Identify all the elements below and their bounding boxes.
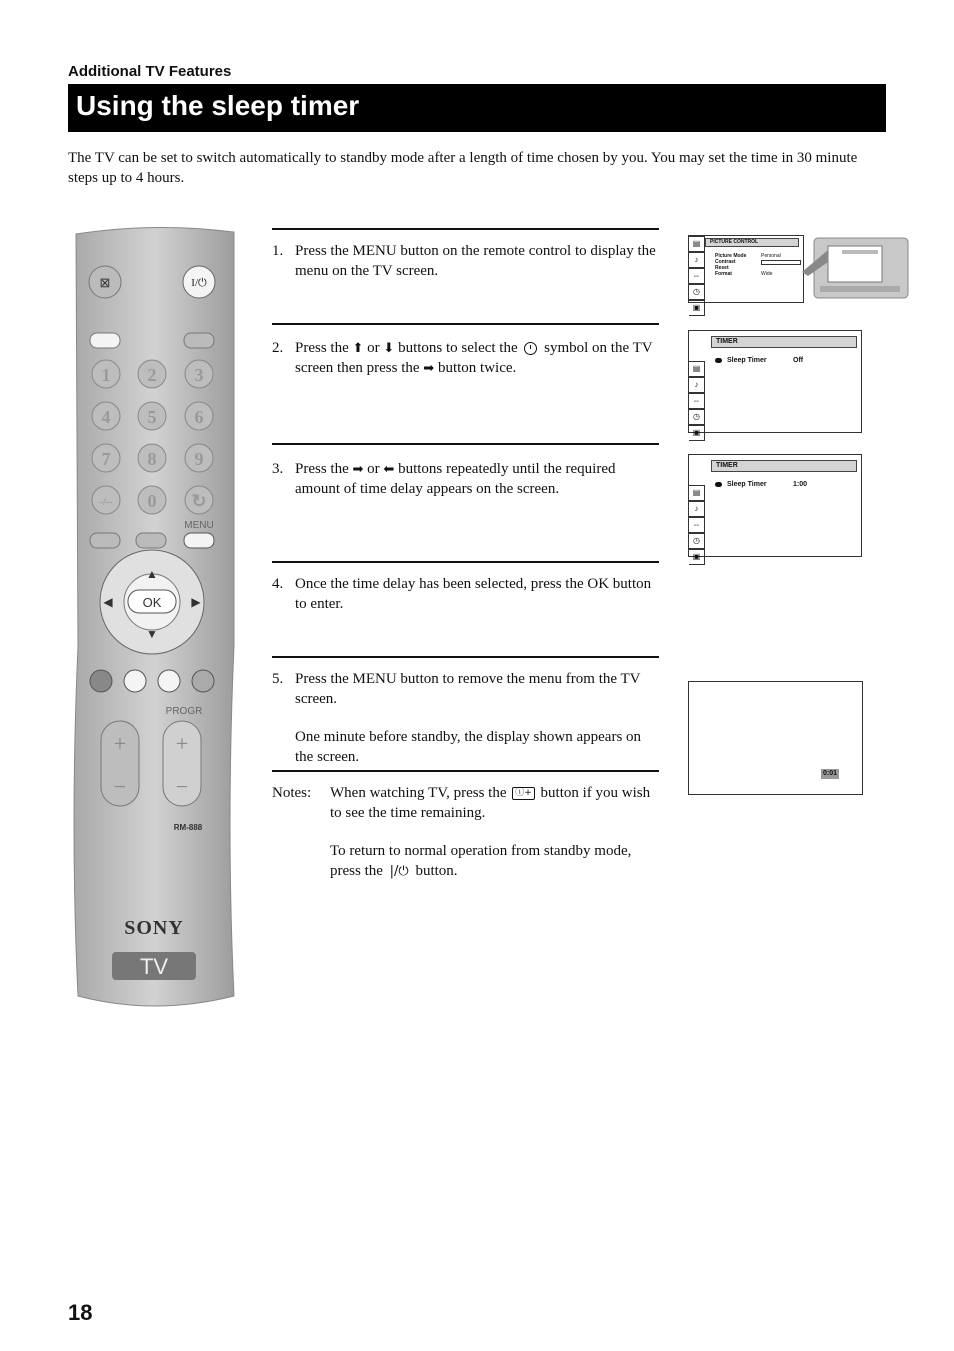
step-divider xyxy=(272,656,659,658)
svg-text:6: 6 xyxy=(194,407,204,427)
svg-text:4: 4 xyxy=(101,407,111,427)
step-divider xyxy=(272,228,659,230)
svg-text:◀: ◀ xyxy=(103,595,113,609)
svg-text:7: 7 xyxy=(101,449,111,469)
svg-text:+: + xyxy=(175,731,189,756)
setup-icon: ▣ xyxy=(689,425,705,441)
step-5: 5. Press the MENU button to remove the menu from the TV screen. One minute before standby, the display shown appears on the screen. xyxy=(272,671,642,765)
countdown-display: 0:01 xyxy=(823,770,838,777)
timer-icon: ◷ xyxy=(689,409,705,425)
step-4: 4. Once the time delay has been selected, press the OK button to enter. xyxy=(272,576,652,612)
svg-text:-/--: -/-- xyxy=(99,497,113,508)
sound-icon: ♪ xyxy=(689,252,705,268)
timer-screen-1h: ▤ ♪ ⇔ ◷ ▣ TIMER Sleep Timer 1:00 xyxy=(688,454,862,557)
down-arrow-icon: ⬇ xyxy=(383,341,395,356)
svg-text:▼: ▼ xyxy=(146,627,158,641)
sleep-timer-value: 1:00 xyxy=(793,481,808,488)
sound-icon: ♪ xyxy=(689,377,705,393)
step-divider xyxy=(272,323,659,325)
selection-bullet-icon xyxy=(715,358,722,363)
svg-text:3: 3 xyxy=(194,365,204,385)
right-arrow-icon: ➡ xyxy=(352,462,364,477)
svg-text:▲: ▲ xyxy=(146,567,158,581)
input-icon: ⇔ xyxy=(689,517,705,533)
input-icon: ⇔ xyxy=(689,268,705,284)
step-1: 1. Press the MENU button on the remote control to display the menu on the TV screen. xyxy=(272,243,656,279)
picture-icon: ▤ xyxy=(689,361,705,377)
up-arrow-icon: ⬆ xyxy=(352,341,364,356)
menu-sidebar xyxy=(689,485,705,565)
svg-text:8: 8 xyxy=(147,449,157,469)
power-button-label: I/⏻ xyxy=(191,277,207,289)
right-arrow-icon: ➡ xyxy=(423,360,435,376)
menu-header: TIMER xyxy=(711,336,857,348)
timer-screen-off: ▤ ♪ ⇔ ◷ ▣ TIMER Sleep Timer Off xyxy=(688,330,862,433)
svg-text:↻: ↻ xyxy=(191,491,207,511)
intro-paragraph: The TV can be set to switch automatically to standby mode after a length of time chosen by you. You may set the time in 30 minute steps up to 4 hours. xyxy=(68,150,858,186)
sound-icon: ♪ xyxy=(689,501,705,517)
setup-icon: ▣ xyxy=(689,549,705,565)
left-arrow-icon: ⬅ xyxy=(383,462,395,477)
svg-text:5: 5 xyxy=(147,407,157,427)
brand-logo: SONY xyxy=(124,917,184,939)
menu-button-label: MENU xyxy=(184,520,214,531)
picture-control-screen: ▤ ♪ ⇔ ◷ ▣ PICTURE CONTROL Picture Mode Personal Contrast Reset Format Wide xyxy=(688,235,804,303)
svg-text:⊠: ⊠ xyxy=(99,275,111,290)
page-title: Using the sleep timer xyxy=(76,90,360,121)
step-divider xyxy=(272,561,659,563)
power-icon: |/⏻ xyxy=(389,863,409,879)
svg-text:0: 0 xyxy=(147,491,157,511)
contrast-slider xyxy=(761,260,801,265)
timer-icon: ◷ xyxy=(689,533,705,549)
tv-label: TV xyxy=(139,954,169,979)
step-divider xyxy=(272,770,659,772)
picture-icon: ▤ xyxy=(689,236,705,252)
tv-set-image xyxy=(800,236,910,300)
timer-icon: ◷ xyxy=(689,284,705,300)
notes: Notes: When watching TV, press the ⓘ+ button if you wish to see the time remaining. To return to normal operation from standby mode, press the |/⏻ button. xyxy=(272,784,662,881)
svg-text:1: 1 xyxy=(101,365,111,385)
step-3: 3. Press the ➡ or ⬅ buttons repeatedly until the required amount of time delay appears on the screen. xyxy=(272,461,616,497)
info-button-icon: ⓘ+ xyxy=(512,787,535,800)
step-divider xyxy=(272,443,659,445)
selection-bullet-icon xyxy=(715,482,722,487)
svg-text:−: − xyxy=(113,774,127,799)
model-label: RM-888 xyxy=(173,823,203,832)
title-bar xyxy=(68,84,886,132)
svg-text:2: 2 xyxy=(147,365,157,385)
input-icon: ⇔ xyxy=(689,393,705,409)
svg-text:▶: ▶ xyxy=(191,595,201,609)
clock-icon xyxy=(524,342,537,355)
section-label: Additional TV Features xyxy=(68,63,232,80)
setup-icon: ▣ xyxy=(689,300,705,316)
remote-control-image xyxy=(68,226,240,1011)
menu-sidebar xyxy=(689,236,705,316)
svg-text:−: − xyxy=(175,774,189,799)
svg-text:9: 9 xyxy=(194,449,204,469)
ok-button-label: OK xyxy=(142,595,162,610)
notes-label: Notes: xyxy=(272,785,312,801)
sleep-timer-value: Off xyxy=(793,357,804,364)
progr-label: PROGR xyxy=(165,706,203,717)
menu-header: PICTURE CONTROL xyxy=(705,238,799,247)
step-2: 2. Press the ⬆ or ⬇ buttons to select the symbol on the TV screen then press the ➡ button twice. xyxy=(272,340,653,376)
menu-sidebar xyxy=(689,361,705,441)
page-number: 18 xyxy=(68,1300,93,1325)
standby-countdown-screen xyxy=(688,681,863,795)
menu-header: TIMER xyxy=(711,460,857,472)
picture-icon: ▤ xyxy=(689,485,705,501)
svg-text:+: + xyxy=(113,731,127,756)
